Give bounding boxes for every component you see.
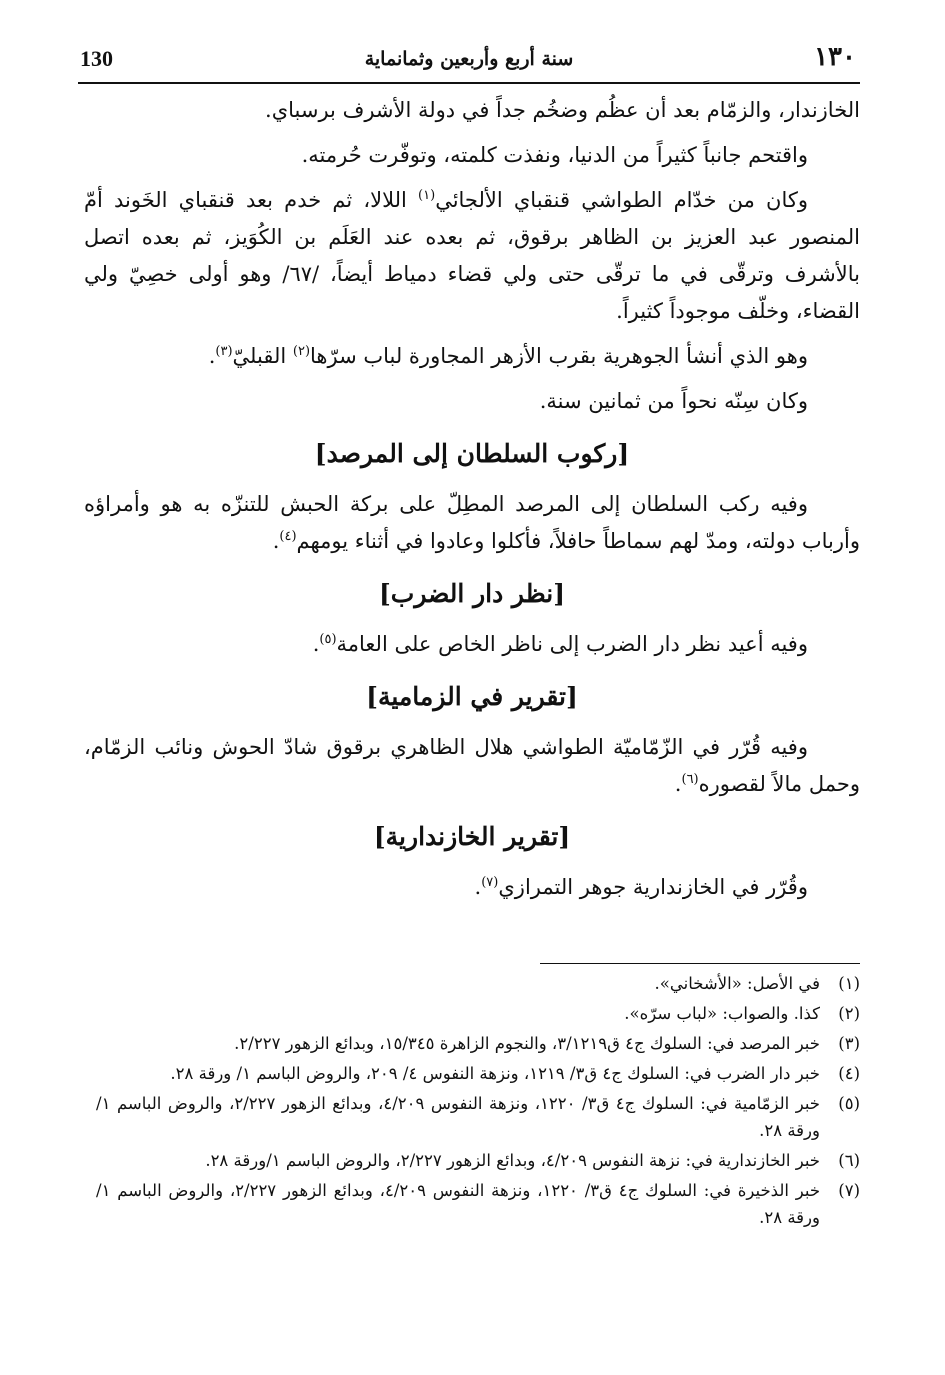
section-heading: [ركوب السلطان إلى المرصد] [314, 439, 630, 468]
footnote-marker[interactable]: (٦) [681, 772, 699, 787]
footnote [96, 1090, 860, 1144]
paragraph [84, 182, 860, 330]
footnote-marker[interactable]: (٢) [292, 344, 311, 359]
paragraph [84, 338, 860, 375]
section-heading: [تقرير الخازندارية] [373, 822, 571, 851]
footnote-number: (٣) [838, 1034, 860, 1053]
paragraph-text: وكان من خدّام الطواشي قنقباي الألجائي [435, 188, 808, 212]
page-number-arabic: ١٣٠ [814, 42, 856, 72]
footnote-text: خبر المرصد في: السلوك ج٤ ق٣/١٢١٩، والنجوم الزاهرة ١٥/٣٤٥، وبدائع الزهور ٢/٢٢٧. [234, 1034, 820, 1053]
paragraph-text: . [312, 632, 320, 656]
paragraph-text: . [208, 344, 216, 368]
footnote-text: خبر الذخيرة في: السلوك ج٤ ق٣/ ١٢٢٠، ونزهة النفوس ٤/٢٠٩، وبدائع الزهور ٢/٢٢٧، والروض الباسم ١/ورقة ٢٨. [96, 1181, 821, 1227]
paragraph-text: وفيه ركب السلطان إلى المرصد المطِلّ على بركة الحبش للتنزّه به هو وأمراؤه وأرباب دولته، ومدّ لهم سماطاً حافلاً، فأكلوا وعادوا في أثناء يومهم [84, 492, 860, 553]
footnote [96, 1030, 860, 1057]
paragraph-text: وفيه قُرّر في الزّمّاميّة الطواشي هلال الظاهري برقوق شادّ الحوش ونائب الزمّام، وحمل مالاً لقصوره [84, 735, 860, 796]
paragraph [84, 486, 860, 560]
paragraph [84, 626, 860, 663]
footnote-number: (٥) [838, 1094, 860, 1113]
footnote-number: (٦) [838, 1151, 860, 1170]
paragraph-text: . [474, 875, 482, 899]
footnote-marker[interactable]: (٤) [279, 529, 297, 544]
paragraph-text: وقُرّر في الخازندارية جوهر التمرازي [498, 875, 808, 899]
paragraph [84, 729, 860, 803]
paragraph-text: القبليّ [232, 344, 293, 368]
paragraph-text: . [674, 772, 682, 796]
section-heading: [تقرير في الزمامية] [366, 682, 578, 711]
footnote-text: كذا. والصواب: «لباب سرّه». [624, 1004, 820, 1023]
footnote [96, 1177, 860, 1231]
footnote-marker[interactable]: (١) [418, 188, 436, 203]
footnote-separator [540, 963, 860, 964]
footnote-text: في الأصل: «الأشخاني». [654, 974, 820, 993]
paragraph: وكان سِنّه نحواً من ثمانين سنة. [539, 389, 808, 413]
footnote-number: (١) [838, 974, 860, 993]
footnote-marker[interactable]: (٧) [481, 875, 499, 890]
main-text [84, 92, 860, 914]
footnote [96, 1060, 860, 1087]
paragraph-text: اللالا، ثم خدم بعد قنقباي الخَوند أمّ المنصور عبد العزيز بن الظاهر برقوق، ثم بعده عند العَلَم بن الكُوَيز، ثم بعده اتصل بالأشرف وترقّى في ما ترقّى حتى ولي قضاء دمياط أيضاً، /٦٧/ وهو أولى خصِيّ ولي القضاء، وخلّف موجوداً كثيراً. [84, 188, 860, 323]
running-title: سنة أربع وأربعين وثمانماية [364, 48, 574, 70]
page-number-latin: 130 [80, 46, 113, 71]
footnote [96, 970, 860, 997]
paragraph-text: وهو الذي أنشأ الجوهرية بقرب الأزهر المجاورة لباب سرّها [310, 344, 808, 368]
footnote-marker[interactable]: (٣) [215, 344, 233, 359]
paragraph: الخازندار، والزمّام بعد أن عظُم وضخُم جداً في دولة الأشرف برسباي. [265, 98, 860, 122]
paragraph: واقتحم جانباً كثيراً من الدنيا، ونفذت كلمته، وتوفّرت حُرمته. [301, 143, 808, 167]
footnote [96, 1147, 860, 1174]
footnote-number: (٤) [838, 1064, 860, 1083]
paragraph [84, 869, 860, 906]
footnotes [96, 970, 860, 1234]
paragraph-text: . [272, 529, 280, 553]
footnote [96, 1000, 860, 1027]
footnote-marker[interactable]: (٥) [319, 632, 337, 647]
footnote-number: (٢) [838, 1004, 860, 1023]
footnote-text: خبر الزمّامية في: السلوك ج٤ ق٣/ ١٢٢٠، ونزهة النفوس ٤/٢٠٩، وبدائع الزهور ٢/٢٢٧، والروض الباسم ١/ورقة ٢٨. [96, 1094, 820, 1140]
section-heading: [نظر دار الضرب] [378, 579, 566, 608]
paragraph-text: وفيه أعيد نظر دار الضرب إلى ناظر الخاص على العامة [336, 632, 808, 656]
footnote-number: (٧) [838, 1181, 860, 1200]
page-header [78, 40, 860, 84]
footnote-text: خبر دار الضرب في: السلوك ج٤ ق٣/ ١٢١٩، ونزهة النفوس ٤/ ٢٠٩، والروض الباسم ١/ ورقة ٢٨. [170, 1064, 820, 1083]
footnote-text: خبر الخازندارية في: نزهة النفوس ٤/٢٠٩، وبدائع الزهور ٢/٢٢٧، والروض الباسم ١/ورقة ٢٨. [205, 1151, 820, 1170]
